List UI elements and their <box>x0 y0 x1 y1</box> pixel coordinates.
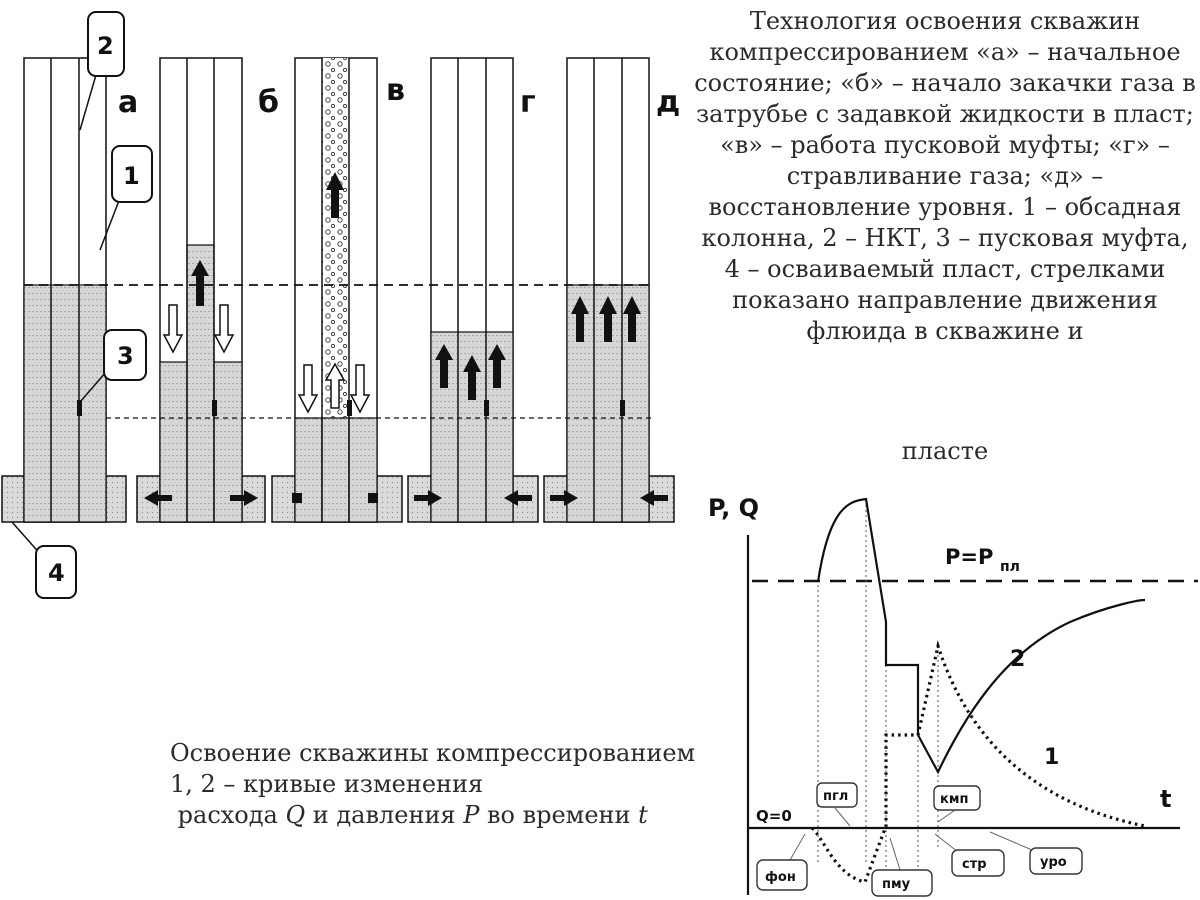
caption-text-rate: расхода <box>177 801 286 829</box>
pressure-curve <box>818 499 1145 772</box>
annulus-fluid-v-left <box>295 418 322 522</box>
svg-text:фон: фон <box>765 870 796 885</box>
y-axis-label: P, Q <box>708 494 760 522</box>
caption-text-pressure: и давления <box>305 801 464 829</box>
stage-label-fon <box>757 834 807 890</box>
well-a <box>2 58 138 522</box>
pressure-flow-graph <box>708 494 1198 896</box>
svg-text:стр: стр <box>962 857 987 872</box>
graph-caption-line-3 <box>170 800 700 831</box>
zero-flow-label: Q=0 <box>756 807 792 825</box>
svg-text:2: 2 <box>97 32 114 60</box>
fluid-a <box>24 285 106 522</box>
stage-label-pmu <box>872 838 932 896</box>
svg-text:пму: пму <box>882 877 911 892</box>
svg-text:3: 3 <box>117 342 134 370</box>
well-b <box>137 58 279 522</box>
well-label-d: д <box>656 85 681 120</box>
flow-rate-curve <box>812 646 1145 882</box>
caption-symbol-t: t <box>638 801 648 829</box>
stage-label-kmp <box>934 786 980 822</box>
reservoir-pressure-label: P=P <box>945 545 994 569</box>
well-g <box>408 58 538 522</box>
well-d <box>544 58 680 522</box>
well-label-b: б <box>258 85 279 120</box>
graph-caption-line-2: 1, 2 – кривые изменения <box>170 770 484 798</box>
figure-description: Технология освоения скважин компрессированием «а» – начальное состояние; «б» – начало закачки газа в затрубье с задавкой жидкости в пласт; «в» – работа пусковой муфты; «г» – стравливание газа; «д» – восстановление уровня. 1 – обсадная колонна, 2 – НКТ, 3 – пусковая муфта, 4 – осваиваемый пласт, стрелками показано направление движения флюида в скважине и <box>694 7 1196 345</box>
stage-label-str <box>935 834 1004 876</box>
annulus-fluid-v-right <box>349 418 377 522</box>
svg-text:пгл: пгл <box>823 789 849 804</box>
curve-label-2: 2 <box>1010 647 1026 672</box>
stage-label-pgl <box>817 783 857 826</box>
graph-caption <box>170 738 700 831</box>
callout-4 <box>12 522 76 598</box>
svg-text:4: 4 <box>48 559 65 587</box>
svg-text:1: 1 <box>123 162 140 190</box>
svg-text:кмп: кмп <box>940 792 969 807</box>
well-label-a: а <box>118 85 139 120</box>
tubing-fluid-v <box>322 418 349 522</box>
figure-description-continuation: пласте <box>901 437 989 465</box>
starting-sleeve-a <box>77 400 82 416</box>
well-label-g: г <box>520 85 536 120</box>
curve-label-1: 1 <box>1044 745 1060 770</box>
well-label-v: в <box>386 73 405 108</box>
well-v <box>272 58 405 522</box>
reservoir-pressure-subscript: пл <box>1000 559 1020 575</box>
graph-caption-line-1: Освоение скважины компрессированием <box>170 739 696 767</box>
caption-text-time: во времени <box>479 801 639 829</box>
caption-symbol-q: Q <box>285 801 306 829</box>
x-axis-label: t <box>1160 785 1172 813</box>
callout-1 <box>100 146 152 250</box>
caption-symbol-p: P <box>463 801 480 829</box>
svg-text:уро: уро <box>1040 855 1067 870</box>
